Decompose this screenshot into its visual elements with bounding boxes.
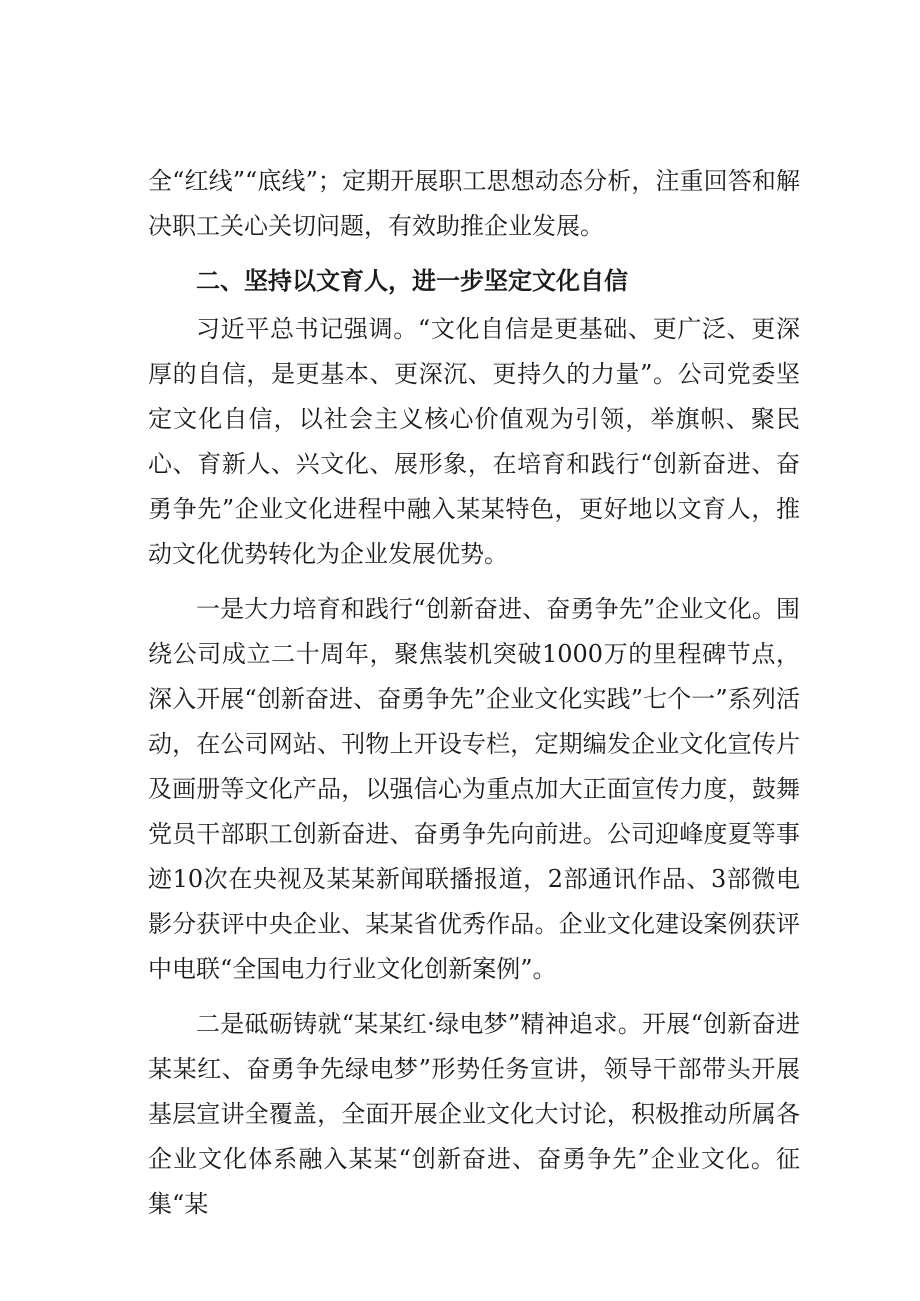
paragraph-point-two: 二是砥砺铸就“某某红·绿电梦”精神追求。开展“创新奋进某某红、奋勇争先绿电梦”形势任务宣讲，领导干部带头开展基层宣讲全覆盖，全面开展企业文化大讨论，积极推动所属各企业文化体系融入某某“创新奋进、奋勇争先”企业文化。征集“某: [148, 1010, 800, 1218]
section-heading: 二、坚持以文育人，进一步坚定文化自信: [196, 267, 628, 295]
paragraph-culture-confidence: 习近平总书记强调。“文化自信是更基础、更广泛、更深厚的自信，是更基本、更深沉、更持久的力量”。公司党委坚定文化自信，以社会主义核心价值观为引领，举旗帜、聚民心、育新人、兴文化、展形象，在培育和践行“创新奋进、奋勇争先”企业文化进程中融入某某特色，更好地以文育人，推动文化优势转化为企业发展优势。: [148, 315, 800, 568]
paragraph-continuation: 全“红线”“底线”；定期开展职工思想动态分析，注重回答和解决职工关心关切问题，有效助推企业发展。: [148, 167, 800, 240]
paragraph-point-one: 一是大力培育和践行“创新奋进、奋勇争先”企业文化。围绕公司成立二十周年，聚焦装机突破1000万的里程碑节点，深入开展“创新奋进、奋勇争先”企业文化实践”七个一”系列活动，在公司网站、刊物上开设专栏，定期编发企业文化宣传片及画册等文化产品，以强信心为重点加大正面宣传力度，鼓舞党员干部职工创新奋进、奋勇争先向前进。公司迎峰度夏等事迹10次在央视及某某新闻联播报道，2部通讯作品、3部微电影分获评中央企业、某某省优秀作品。企业文化建设案例获评中电联“全国电力行业文化创新案例”。: [148, 595, 800, 983]
document-body: [148, 159, 800, 1227]
